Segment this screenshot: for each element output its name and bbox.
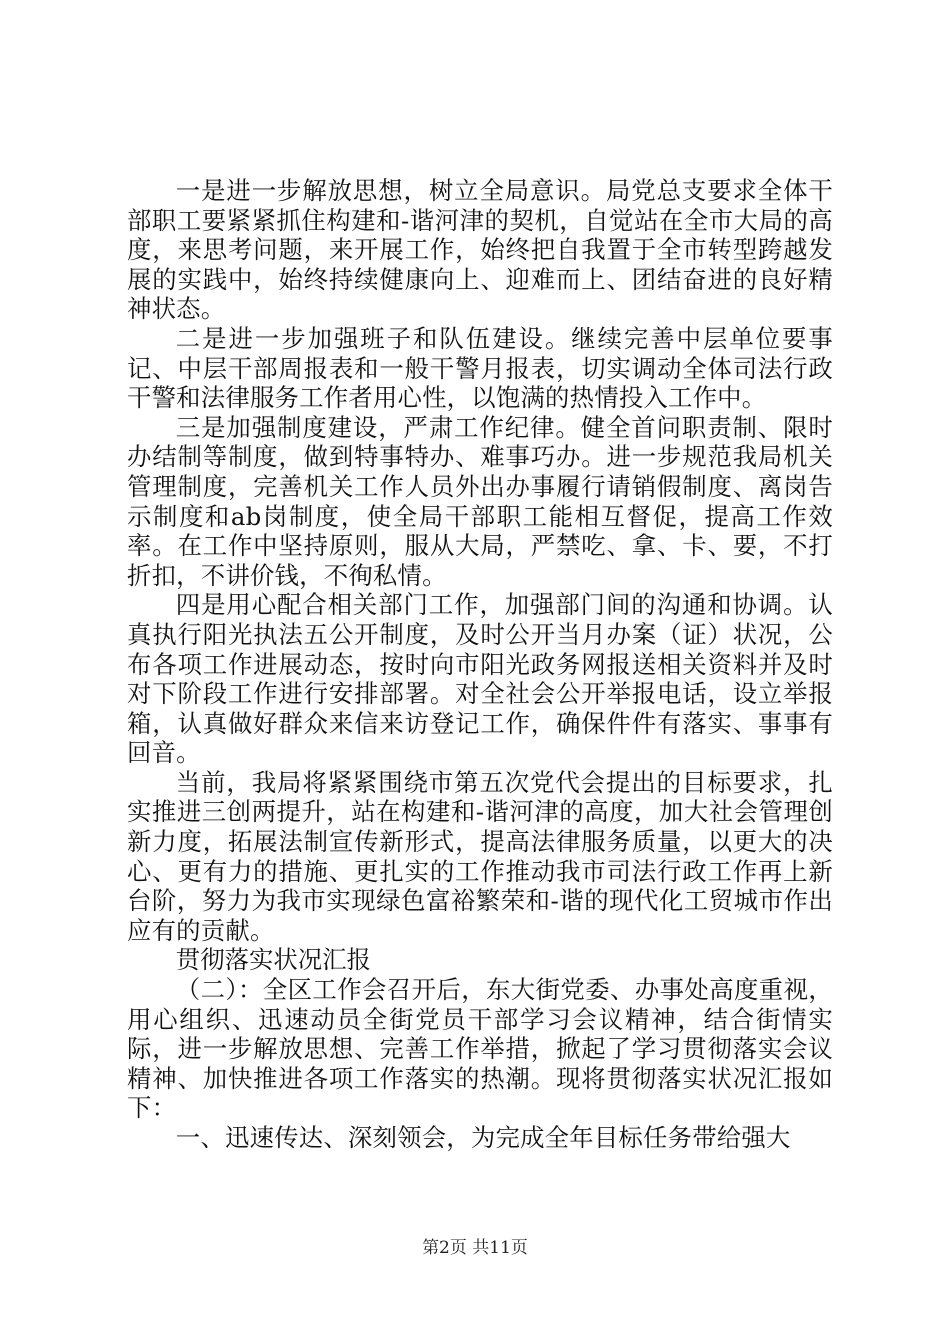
paragraph-5: 当前，我局将紧紧围绕市第五次党代会提出的目标要求，扎实推进三创两提升，站在构建和-谐河津的高度，加大社会管理创新力度，拓展法制宣传新形式，提高法律服务质量，以更大的决心、更有力的措施、更扎实的工作推动我市司法行政工作再上新台阶，努力为我市实现绿色富裕繁荣和-谐的现代化工贸城市作出应有的贡献。 [127, 767, 833, 945]
paragraph-6: （二）：全区工作会召开后，东大街党委、办事处高度重视，用心组织、迅速动员全街党员干部学习会议精神，结合街情实际，进一步解放思想、完善工作举措，掀起了学习贯彻落实会议精神、加快推进各项工作落实的热潮。现将贯彻落实状况汇报如下： [127, 975, 833, 1123]
paragraph-1: 一是进一步解放思想，树立全局意识。局党总支要求全体干部职工要紧紧抓住构建和-谐河津的契机，自觉站在全市大局的高度，来思考问题，来开展工作，始终把自我置于全市转型跨越发展的实践中，始终持续健康向上、迎难而上、团结奋进的良好精神状态。 [127, 176, 833, 324]
paragraph-3: 三是加强制度建设，严肃工作纪律。健全首问职责制、限时办结制等制度，做到特事特办、难事巧办。进一步规范我局机关管理制度，完善机关工作人员外出办事履行请销假制度、离岗告示制度和ab岗制度，使全局干部职工能相互督促，提高工作效率。在工作中坚持原则，服从大局，严禁吃、拿、卡、要，不打折扣，不讲价钱，不徇私情。 [127, 412, 833, 590]
document-body [127, 176, 833, 1153]
paragraph-2: 二是进一步加强班子和队伍建设。继续完善中层单位要事记、中层干部周报表和一般干警月报表，切实调动全体司法行政干警和法律服务工作者用心性，以饱满的热情投入工作中。 [127, 323, 833, 413]
page-number-label: 第2页 共11页 [422, 1238, 528, 1258]
paragraph-4: 四是用心配合相关部门工作，加强部门间的沟通和协调。认真执行阳光执法五公开制度，及时公开当月办案（证）状况，公布各项工作进展动态，按时向市阳光政务网报送相关资料并及时对下阶段工作进行安排部署。对全社会公开举报电话，设立举报箱，认真做好群众来信来访登记工作，确保件件有落实、事事有回音。 [127, 590, 833, 768]
paragraph-7: 一、迅速传达、深刻领会，为完成全年目标任务带给强大 [175, 1123, 791, 1152]
section-title: 贯彻落实状况汇报 [175, 945, 371, 975]
page-footer [0, 1237, 950, 1259]
